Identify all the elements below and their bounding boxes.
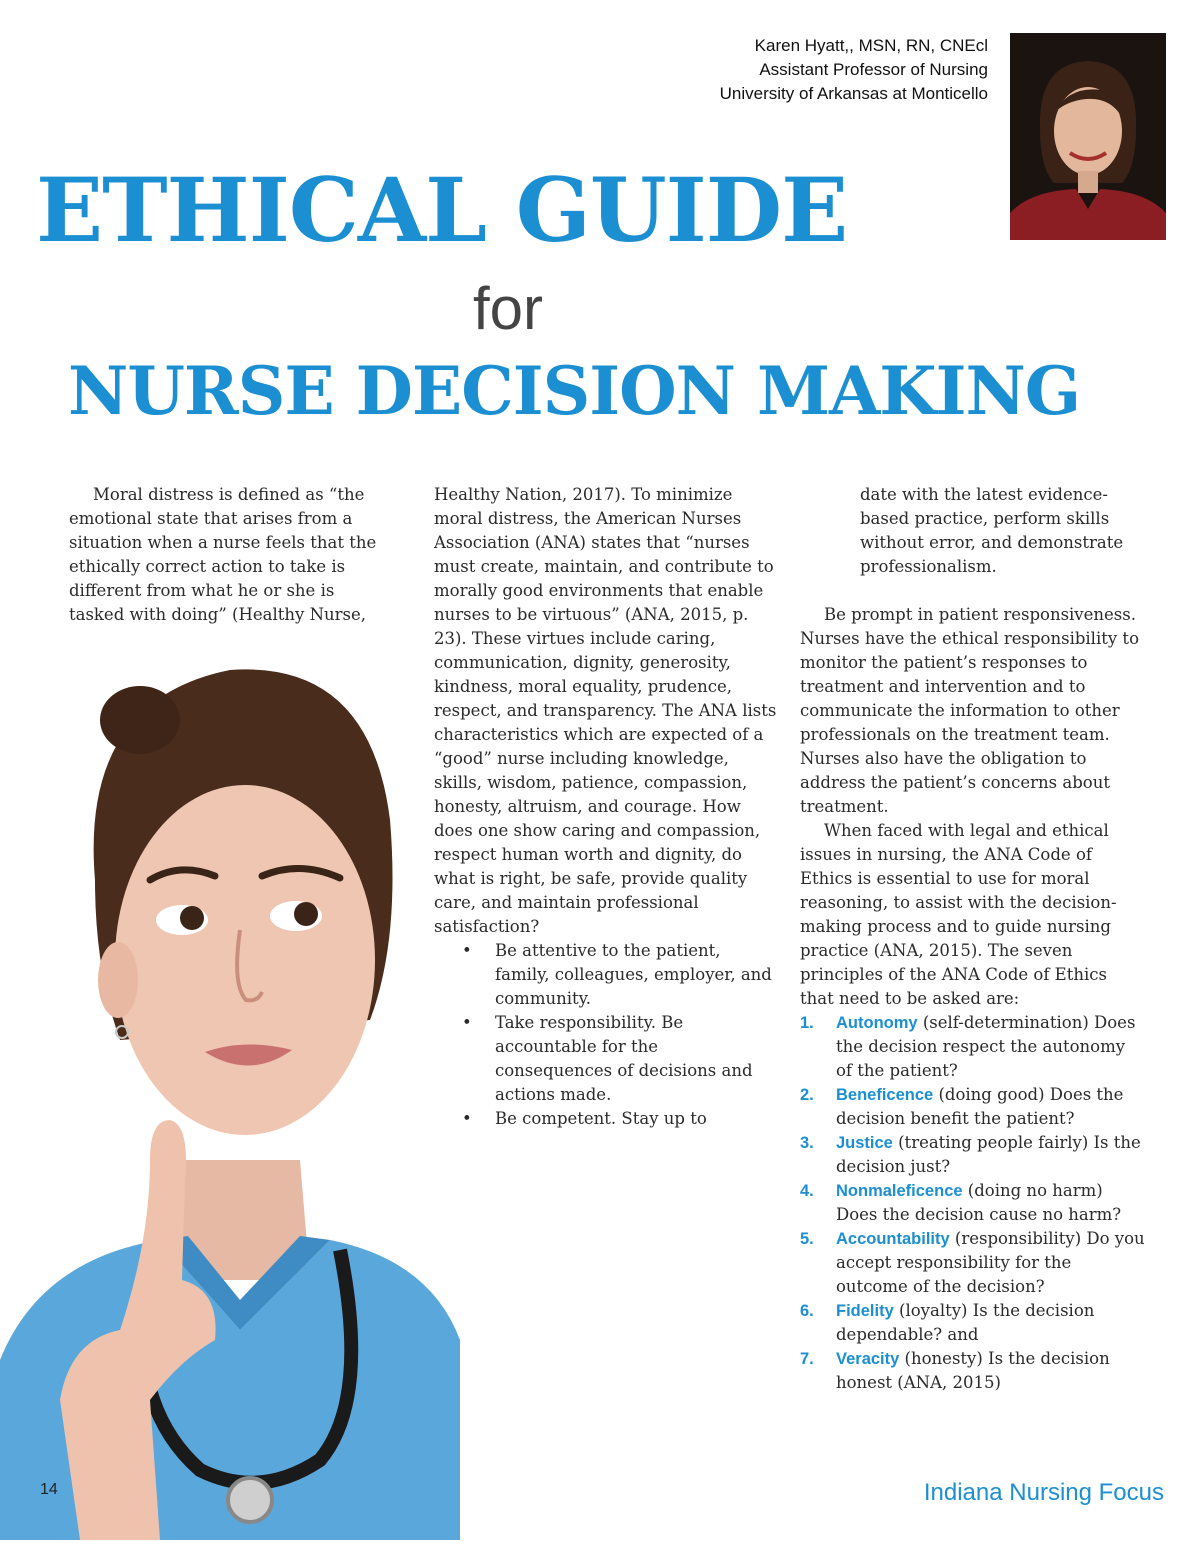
- principle-term: Autonomy: [836, 1014, 918, 1032]
- author-name: Karen Hyatt,, MSN, RN, CNEcl: [754, 36, 988, 55]
- principle-number: 7.: [800, 1350, 814, 1368]
- col2-paragraph: Healthy Nation, 2017). To minimize moral distress, the American Nurses Association (ANA) states that “nurses must create, maintain, and contribute to morally good environments that enable nurses to be virtuous” (ANA, 2015, p. 23). These virtues include caring, communication, dignity, generosity, kindness, moral equality, prudence, respect, and transparency. The ANA lists characteristics which are expected of a “good” nurse including knowledge, skills, wisdom, patience, compassion, honesty, altruism, and courage. How does one show caring and compassion, respect human worth and dignity, do what is right, be safe, provide quality care, and maintain professional satisfaction?: [434, 485, 777, 936]
- principle-text: (self-determination) Does the decision respect the autonomy of the patient?: [836, 1013, 1136, 1080]
- principle-number: 1.: [800, 1014, 814, 1032]
- col1-paragraph: Moral distress is defined as “the emotional state that arises from a situation when a nurse feels that the ethically correct action to take is different from what he or she is tasked with doing” (Healthy Nurse,: [69, 485, 377, 624]
- col3-paragraph-2: When faced with legal and ethical issues in nursing, the ANA Code of Ethics is essential to use for moral reasoning, to assist with the decision-making process and to guide nursing practice (ANA, 2015). The seven principles of the ANA Code of Ethics that need to be asked are:: [800, 821, 1117, 1008]
- principle-item: [800, 1131, 1145, 1179]
- column-2: [434, 483, 779, 1131]
- author-block: [720, 34, 988, 106]
- page-number: 14: [40, 1481, 58, 1498]
- author-photo: [1010, 33, 1166, 240]
- principle-text: (doing good) Does the decision benefit the patient?: [836, 1085, 1124, 1128]
- title-line-2: for: [473, 275, 544, 342]
- principle-text: (treating people fairly) Is the decision just?: [836, 1133, 1141, 1176]
- principle-term: Beneficence: [836, 1086, 934, 1104]
- principle-number: 4.: [800, 1182, 814, 1200]
- principle-term: Accountability: [836, 1230, 950, 1248]
- title-line-1: ETHICAL GUIDE: [36, 158, 848, 262]
- principle-term: Justice: [836, 1134, 893, 1152]
- col3-continuation: date with the latest evidence-based practice, perform skills without error, and demonstrate professionalism.: [860, 485, 1124, 576]
- principle-term: Nonmaleficence: [836, 1182, 963, 1200]
- author-institution: University of Arkansas at Monticello: [719, 84, 988, 103]
- bullet-list: [434, 939, 779, 1131]
- magazine-name: Indiana Nursing Focus: [923, 1479, 1164, 1506]
- principle-number: 5.: [800, 1230, 814, 1248]
- principle-text: (responsibility) Do you accept responsibility for the outcome of the decision?: [836, 1229, 1145, 1296]
- principle-number: 2.: [800, 1086, 814, 1104]
- principle-text: (honesty) Is the decision honest (ANA, 2015): [836, 1349, 1110, 1392]
- principle-item: [800, 1347, 1145, 1395]
- principle-number: 3.: [800, 1134, 814, 1152]
- principle-item: [800, 1011, 1145, 1083]
- principle-text: (loyalty) Is the decision dependable? and: [836, 1301, 1095, 1344]
- column-3: [800, 483, 1145, 1395]
- principle-text: (doing no harm) Does the decision cause no harm?: [836, 1181, 1122, 1224]
- principle-item: [800, 1179, 1145, 1227]
- principle-term: Veracity: [836, 1350, 900, 1368]
- principle-item: [800, 1083, 1145, 1131]
- principle-item: [800, 1299, 1145, 1347]
- principle-number: 6.: [800, 1302, 814, 1320]
- bullet-item: • Be attentive to the patient, family, colleagues, employer, and community.: [434, 939, 779, 1011]
- column-1: [69, 483, 379, 627]
- title-line-3: NURSE DECISION MAKING: [68, 352, 1081, 430]
- principle-term: Fidelity: [836, 1302, 894, 1320]
- bullet-item: • Be competent. Stay up to: [434, 1107, 779, 1131]
- bullet-item: • Take responsibility. Be accountable for the consequences of decisions and actions made.: [434, 1011, 779, 1107]
- col3-paragraph-1: Be prompt in patient responsiveness. Nurses have the ethical responsibility to monitor the patient’s responses to treatment and intervention and to communicate the information to other professionals on the treatment team. Nurses also have the obligation to address the patient’s concerns about treatment.: [800, 605, 1139, 816]
- author-position: Assistant Professor of Nursing: [759, 60, 988, 79]
- nurse-illustration: [0, 640, 460, 1540]
- principles-list: [800, 1011, 1145, 1395]
- principle-item: [800, 1227, 1145, 1299]
